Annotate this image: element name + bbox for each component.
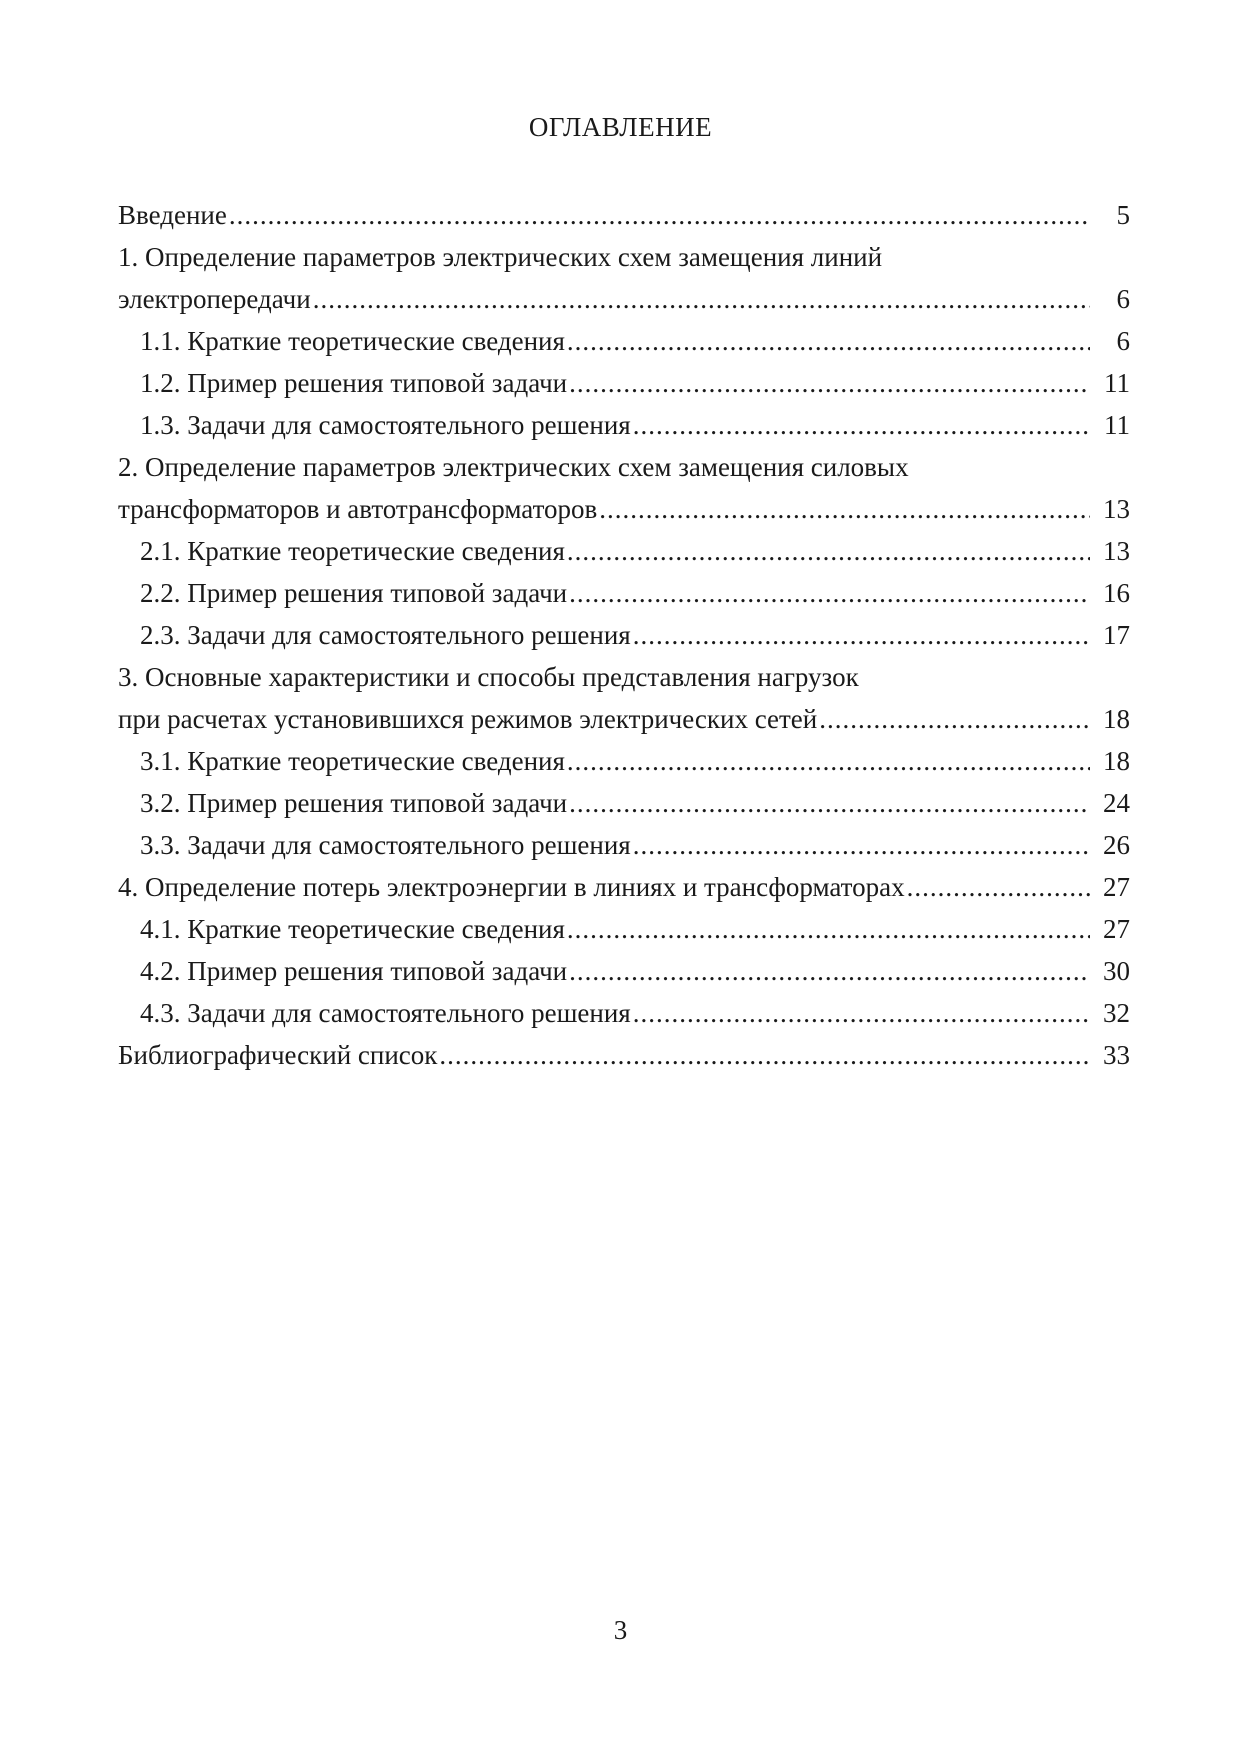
dot-leader bbox=[633, 614, 1090, 656]
toc-entry-text: 3. Основные характеристики и способы представления нагрузок bbox=[118, 662, 859, 692]
toc-entry-text: Введение bbox=[118, 200, 227, 230]
toc-entry-2-2[interactable] bbox=[118, 572, 1130, 614]
toc-entry-text: 2.3. Задачи для самостоятельного решения bbox=[140, 620, 631, 650]
toc-entry-page: 30 bbox=[1103, 956, 1130, 986]
toc-entry-page: 13 bbox=[1103, 494, 1130, 524]
toc-entry-4-1[interactable] bbox=[118, 908, 1130, 950]
toc-entry-page: 17 bbox=[1103, 620, 1130, 650]
toc-entry-text: 1. Определение параметров электрических схем замещения линий bbox=[118, 242, 883, 272]
dot-leader bbox=[819, 698, 1090, 740]
toc-entry-1-3[interactable] bbox=[118, 404, 1130, 446]
toc-entry-4-3[interactable] bbox=[118, 992, 1130, 1034]
toc-entry-page: 11 bbox=[1104, 410, 1130, 440]
toc-entry-page: 18 bbox=[1103, 704, 1130, 734]
toc-entry-chapter-3-title[interactable] bbox=[118, 656, 1130, 698]
table-of-contents bbox=[118, 194, 1130, 1076]
toc-entry-2-3[interactable] bbox=[118, 614, 1130, 656]
toc-entry-text: 4.3. Задачи для самостоятельного решения bbox=[140, 998, 631, 1028]
toc-entry-page: 5 bbox=[1116, 200, 1130, 230]
dot-leader bbox=[439, 1034, 1090, 1076]
toc-entry-chapter-1[interactable] bbox=[118, 278, 1130, 320]
toc-entry-text: 1.3. Задачи для самостоятельного решения bbox=[140, 410, 631, 440]
toc-entry-text: электропередачи bbox=[118, 284, 311, 314]
dot-leader bbox=[633, 404, 1090, 446]
toc-entry-text: 2.2. Пример решения типовой задачи bbox=[140, 578, 568, 608]
toc-entry-3-1[interactable] bbox=[118, 740, 1130, 782]
toc-entry-page: 16 bbox=[1103, 578, 1130, 608]
toc-entry-page: 33 bbox=[1103, 1040, 1130, 1070]
toc-entry-text: 4.1. Краткие теоретические сведения bbox=[140, 914, 565, 944]
toc-entry-text: при расчетах установившихся режимов электрических сетей bbox=[118, 704, 818, 734]
dot-leader bbox=[313, 278, 1090, 320]
dot-leader bbox=[569, 782, 1090, 824]
dot-leader bbox=[599, 488, 1090, 530]
toc-entry-page: 26 bbox=[1103, 830, 1130, 860]
toc-entry-text: 1.2. Пример решения типовой задачи bbox=[140, 368, 568, 398]
toc-entry-text: 4. Определение потерь электроэнергии в линиях и трансформаторах bbox=[118, 872, 905, 902]
dot-leader bbox=[229, 194, 1090, 236]
dot-leader bbox=[633, 824, 1090, 866]
toc-entry-3-3[interactable] bbox=[118, 824, 1130, 866]
dot-leader bbox=[569, 362, 1090, 404]
dot-leader bbox=[633, 992, 1090, 1034]
toc-entry-4-2[interactable] bbox=[118, 950, 1130, 992]
toc-entry-page: 11 bbox=[1104, 368, 1130, 398]
toc-entry-text: 3.2. Пример решения типовой задачи bbox=[140, 788, 568, 818]
dot-leader bbox=[569, 572, 1090, 614]
toc-entry-page: 27 bbox=[1103, 872, 1130, 902]
toc-entry-text: 1.1. Краткие теоретические сведения bbox=[140, 326, 565, 356]
toc-entry-2-1[interactable] bbox=[118, 530, 1130, 572]
toc-entry-page: 24 bbox=[1103, 788, 1130, 818]
toc-entry-text: Библиографический список bbox=[118, 1040, 438, 1070]
toc-entry-chapter-1-title[interactable] bbox=[118, 236, 1130, 278]
toc-entry-text: 3.3. Задачи для самостоятельного решения bbox=[140, 830, 631, 860]
toc-title: ОГЛАВЛЕНИЕ bbox=[528, 112, 713, 142]
toc-entry-page: 18 bbox=[1103, 746, 1130, 776]
toc-entry-1-1[interactable] bbox=[118, 320, 1130, 362]
toc-entry-text: 2.1. Краткие теоретические сведения bbox=[140, 536, 565, 566]
dot-leader bbox=[907, 866, 1090, 908]
toc-entry-page: 6 bbox=[1116, 326, 1130, 356]
toc-entry-text: 2. Определение параметров электрических схем замещения силовых bbox=[118, 452, 909, 482]
toc-entry-page: 13 bbox=[1103, 536, 1130, 566]
toc-entry-1-2[interactable] bbox=[118, 362, 1130, 404]
dot-leader bbox=[569, 950, 1090, 992]
toc-entry-page: 6 bbox=[1116, 284, 1130, 314]
toc-entry-bibliography[interactable] bbox=[118, 1034, 1130, 1076]
toc-entry-chapter-2[interactable] bbox=[118, 488, 1130, 530]
toc-entry-page: 27 bbox=[1103, 914, 1130, 944]
toc-entry-text: трансформаторов и автотрансформаторов bbox=[118, 494, 598, 524]
toc-entry-3-2[interactable] bbox=[118, 782, 1130, 824]
dot-leader bbox=[567, 530, 1090, 572]
toc-entry-chapter-2-title[interactable] bbox=[118, 446, 1130, 488]
dot-leader bbox=[567, 320, 1090, 362]
toc-entry-chapter-4[interactable] bbox=[118, 866, 1130, 908]
toc-entry-chapter-3[interactable] bbox=[118, 698, 1130, 740]
toc-entry-introduction[interactable] bbox=[118, 194, 1130, 236]
toc-entry-text: 3.1. Краткие теоретические сведения bbox=[140, 746, 565, 776]
toc-entry-text: 4.2. Пример решения типовой задачи bbox=[140, 956, 568, 986]
page-number: 3 bbox=[613, 1615, 628, 1645]
toc-entry-page: 32 bbox=[1103, 998, 1130, 1028]
dot-leader bbox=[567, 908, 1090, 950]
dot-leader bbox=[567, 740, 1090, 782]
